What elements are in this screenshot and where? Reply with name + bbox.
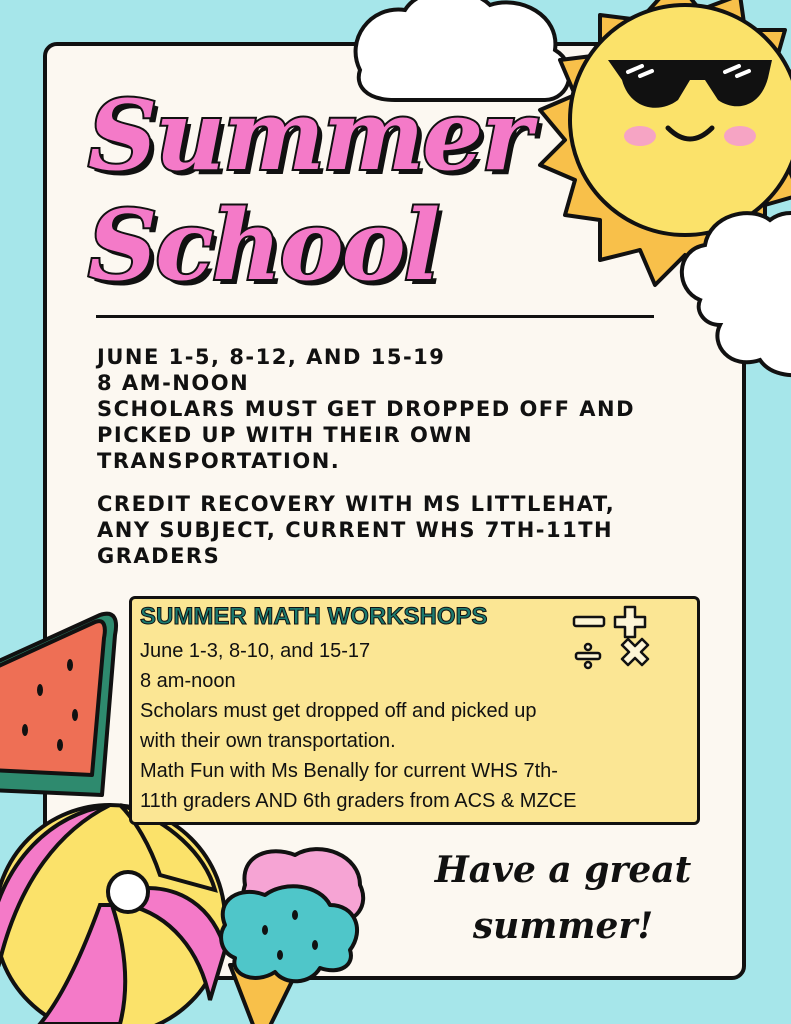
info-line: CREDIT RECOVERY WITH MS LITTLEHAT, <box>97 492 616 516</box>
info-line: JUNE 1-5, 8-12, AND 15-19 <box>97 345 446 369</box>
info-line: SCHOLARS MUST GET DROPPED OFF AND <box>97 397 636 421</box>
watermelon-icon <box>0 614 116 795</box>
math-workshops-box <box>129 596 700 825</box>
closing-line-1: Have a great <box>434 849 692 891</box>
math-line: Math Fun with Ms Benally for current WHS 7th- <box>140 760 558 782</box>
math-symbols-icon <box>570 601 660 671</box>
math-workshops-details <box>140 636 576 816</box>
ice-cream-icon <box>221 849 363 1024</box>
math-line: 8 am-noon <box>140 670 236 692</box>
info-line: 8 AM-NOON <box>97 371 250 395</box>
title-summer: Summer <box>88 79 530 192</box>
info-line: ANY SUBJECT, CURRENT WHS 7TH-11TH <box>97 518 614 542</box>
title-school: School <box>88 189 439 302</box>
beach-ball-icon <box>0 805 225 1024</box>
math-line: with their own transportation. <box>140 730 396 752</box>
closing-message <box>408 842 718 954</box>
info-line: GRADERS <box>97 544 221 568</box>
math-line: Scholars must get dropped off and picked up <box>140 700 537 722</box>
math-workshops-title: SUMMER MATH WORKSHOPS <box>140 603 488 630</box>
schedule-info <box>97 344 697 474</box>
title-divider <box>96 315 654 318</box>
math-line: June 1-3, 8-10, and 15-17 <box>140 640 371 662</box>
closing-line-2: summer! <box>472 905 654 947</box>
info-line: TRANSPORTATION. <box>97 449 341 473</box>
info-line: PICKED UP WITH THEIR OWN <box>97 423 474 447</box>
math-line: 11th graders AND 6th graders from ACS & MZCE <box>140 790 577 812</box>
credit-recovery-info <box>97 491 697 569</box>
